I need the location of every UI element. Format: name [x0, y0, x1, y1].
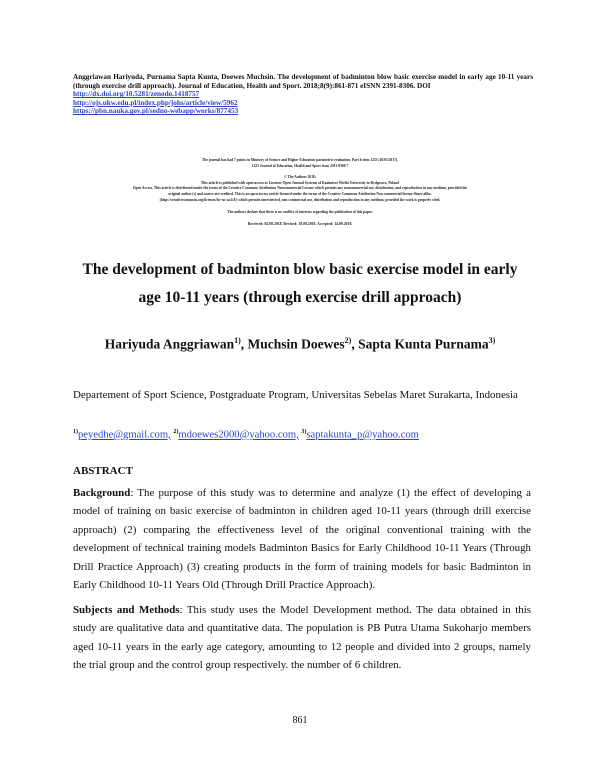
affiliation: Departement of Sport Science, Postgraduate Program, Universitas Sebelas Maret Surakarta, Indonesia — [73, 389, 518, 401]
license-line-3: (http://creativecommons.org/licenses/by-nc-sa/4.0/) which permits unrestricted, non commercial use, distribution and reproduction in any medium, provided the work is properly cited. — [159, 198, 441, 202]
author-mark: 1) — [234, 336, 241, 345]
author-list: Hariyuda Anggriawan$^{1)}$, Muchsin Doewes$^{2)}$, Sapta Kunta Purnama$^{3)}$ — [104, 336, 496, 352]
publisher-note: This article is published with open access at Licensee Open Journal Systems of Kazimierz Wielki University in Bydgoszcz, Poland — [200, 181, 400, 185]
conflict-note: The authors declare that there is no conflict of interests regarding the publication of this paper. — [227, 210, 373, 214]
copyright-note: © The Authors 2018; — [283, 175, 317, 179]
doi-link[interactable]: http://dx.doi.org/10.5281/zenodo.1418757 — [73, 90, 200, 99]
background-label: Background — [73, 487, 131, 499]
license-line-2: original author (s) and source are credited. This is an open access article licensed under the terms of the Creative Commons Attribution Non commercial license Share alike. — [168, 192, 432, 196]
journal-note: 1223 Journal of Education, Health and Sport eissn 2391-8306 7 — [251, 164, 349, 168]
points-note: The journal has had 7 points in Ministry of Science and Higher Education parametric evaluation. Part b item 1223 (26/01/2017). — [201, 158, 399, 162]
abstract-heading: ABSTRACT — [73, 465, 133, 477]
author-name: Muchsin Doewes — [247, 336, 345, 352]
email-mark: 2) — [173, 429, 179, 435]
methods-label: Subjects and Methods — [73, 604, 180, 616]
author-mark: 3) — [488, 336, 496, 345]
email-link[interactable]: saptakunta_p@yahoo.com — [306, 429, 419, 441]
dates-note: Received: 02.08.2018. Revised: 18.08.2018. Accepted: 14.09.2018. — [247, 222, 353, 226]
email-mark: 3) — [301, 429, 307, 435]
license-line-1: Open Access. This article is distributed under the terms of the Creative Commons Attribution Noncommercial License which permits any noncommercial use, distribution, and reproduction in any medium, provided the — [132, 186, 468, 190]
methods-text: : This study uses the Model Development method. The data obtained in this study are qualitative data and quantitative data. The population is PB Putra Utama Sukoharjo members aged 10-11 years in the early age category, amounting to 12 people and divided into 2 groups, namely the trial group and the control group respectively. the number of 6 children. — [73, 604, 531, 672]
pbn-link[interactable]: https://pbn.nauka.gov.pl/sedno-webapp/works/877453 — [73, 107, 239, 116]
citation-text: Anggriawan Hariyuda, Purnama Sapta Kunta, Doewes Muchsin. The development of badminton blow basic exercise model in early age 10-11 years (through exercise drill approach). Journal of Education, Health and Sport. 2018;8(9):861-871 eISNN 2391-8306. DOI — [73, 73, 533, 90]
author-name: Hariyuda Anggriawan — [104, 336, 235, 352]
email-link[interactable]: mdoewes2000@yahoo.com, — [178, 429, 299, 441]
email-list — [73, 424, 531, 444]
methods-paragraph — [73, 601, 531, 675]
title-line-1: The development of badminton blow basic exercise model in early — [82, 261, 518, 278]
background-text: : The purpose of this study was to determine and analyze (1) the effect of developing a model of training on basic exercise of badminton in children aged 10-11 years (through drill exercise approach) (2) comparing the effectiveness level of the original conventional training with the development of technical training models Badminton Basics for Early Childhood 10-11 Years (Through Drill Practice Approach) (3) creating products in the form of training models for basic Badminton in Early Childhood 10-11 Years Old (Through Drill Practice Approach). — [73, 487, 531, 592]
ojs-link[interactable]: http://ojs.ukw.edu.pl/index.php/johs/article/view/5962 — [73, 98, 238, 107]
citation-block — [73, 73, 533, 116]
background-paragraph — [73, 484, 531, 594]
author-mark: 2) — [344, 336, 352, 345]
email-link[interactable]: peyedhe@gmail.com, — [78, 429, 171, 441]
paper-title — [70, 256, 530, 312]
email-mark: 1) — [73, 429, 78, 435]
title-line-2: age 10-11 years (through exercise drill approach) — [138, 289, 462, 306]
page-number: 861 — [292, 715, 308, 726]
author-name: Sapta Kunta Purnama — [358, 336, 489, 352]
